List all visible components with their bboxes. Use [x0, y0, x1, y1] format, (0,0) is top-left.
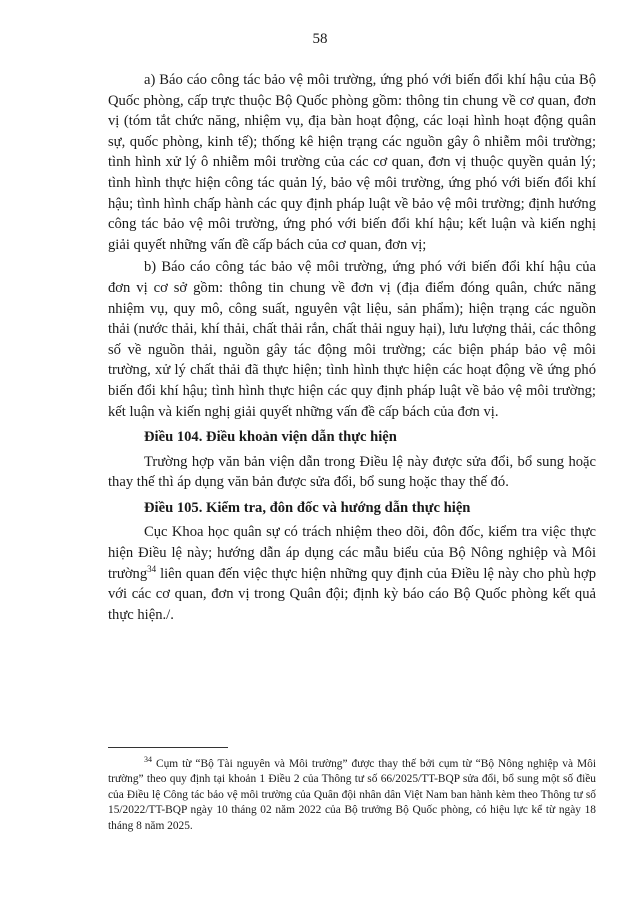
paragraph-a: a) Báo cáo công tác bảo vệ môi trường, ứng phó với biến đổi khí hậu của Bộ Quốc phòng, cấp trực thuộc Bộ Quốc phòng gồm: thông tin chung về cơ quan, đơn vị (tóm tắt chức năng, nhiệm vụ, địa bàn hoạt động, các loại hình hoạt động quân sự, quốc phòng, kinh tế); thống kê hiện trạng các nguồn gây ô nhiễm môi trường; tình hình xử lý ô nhiễm môi trường của các cơ quan, đơn vị thuộc quyền quản lý; tình hình thực hiện công tác quản lý, bảo vệ môi trường, ứng phó với biến đổi khí hậu; tình hình chấp hành các quy định pháp luật về bảo vệ môi trường; định hướng công tác bảo vệ môi trường, ứng phó với biến đổi khí hậu; kết luận và kiến nghị giải quyết những vấn đề cấp bách của cơ quan, đơn vị; — [108, 72, 596, 253]
article-104-paragraph: Trường hợp văn bản viện dẫn trong Điều lệ này được sửa đổi, bổ sung hoặc thay thế thì áp dụng văn bản được sửa đổi, bổ sung hoặc thay thế đó. — [108, 453, 596, 491]
document-body — [108, 70, 596, 627]
footnote-34 — [108, 757, 596, 834]
article-105-text-end: liên quan đến việc thực hiện những quy định của Điều lệ này cho phù hợp với các cơ quan, đơn vị trong Quân đội; định kỳ báo cáo Bộ Quốc phòng kết quả thực hiện./. — [108, 565, 596, 623]
footnote-marker: 34 — [144, 755, 152, 765]
article-104-heading: Điều 104. Điều khoản viện dẫn thực hiện — [144, 429, 397, 446]
page-number: 58 — [312, 31, 328, 47]
article-105-text-start: Cục Khoa học quân sự có trách nhiệm theo dõi, đôn đốc, kiểm tra việc thực hiện Điều lệ này; hướng dẫn áp dụng các mẫu biểu của Bộ Nông nghiệp và Môi trường — [108, 524, 596, 582]
footnote-text: Cụm từ “Bộ Tài nguyên và Môi trường” được thay thế bởi cụm từ “Bộ Nông nghiệp và Môi trường” theo quy định tại khoản 1 Điều 2 của Thông tư số 66/2025/TT-BQP sửa đổi, bổ sung một số điều của Điều lệ Công tác bảo vệ môi trường của Quân đội nhân dân Việt Nam ban hành kèm theo Thông tư số 15/2022/TT-BQP ngày 10 tháng 02 năm 2022 của Bộ trưởng Bộ Quốc phòng, có hiệu lực kể từ ngày 18 tháng 8 năm 2025. — [108, 758, 596, 832]
article-105-heading: Điều 105. Kiểm tra, đôn đốc và hướng dẫn thực hiện — [144, 499, 471, 516]
article-105-paragraph — [108, 522, 596, 625]
footnote-separator — [108, 747, 228, 748]
paragraph-b: b) Báo cáo công tác bảo vệ môi trường, ứng phó với biến đổi khí hậu của đơn vị cơ sở gồm: thông tin chung về đơn vị (địa điểm đóng quân, chức năng nhiệm vụ, quy mô, công suất, nguyên vật liệu, sản phẩm); hiện trạng các nguồn thải (nước thải, khí thải, chất thải rắn, chất thải nguy hại), lưu lượng thải, các thông số về nguồn thải, nguồn gây tác động môi trường; các biện pháp bảo vệ môi trường, xử lý chất thải đã thực hiện; tình hình thực hiện các hoạt động về ứng phó biến đổi khí hậu; tình hình thực hiện các quy định pháp luật về bảo vệ môi trường; kết luận và kiến nghị giải quyết những vấn đề cấp bách của đơn vị. — [108, 259, 596, 420]
footnote-reference-34[interactable]: 34 — [147, 563, 157, 574]
